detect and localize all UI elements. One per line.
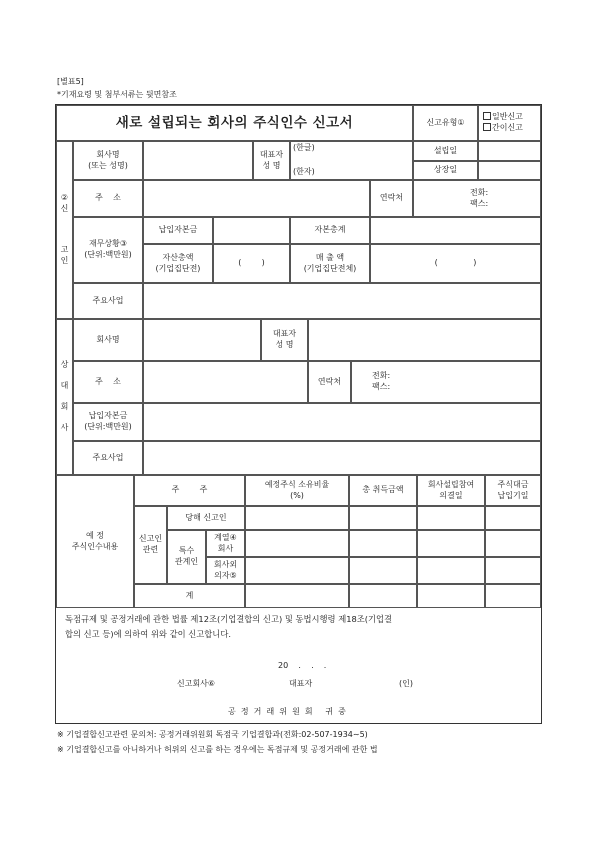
total-capital-field[interactable] xyxy=(370,217,541,244)
ratio-cell[interactable] xyxy=(245,506,349,530)
footer-inquiry-note: ※ 기업결합신고관련 문의처: 공정거래위원회 독점국 기업결합과(전화:02-507-1934∼5) xyxy=(57,730,368,739)
counterparty-company-name-field[interactable] xyxy=(143,319,261,361)
footer-warning-note: ※ 기업결합신고를 아니하거나 허위의 신고를 하는 경우에는 독점규제 및 공정거래에 관한 법 xyxy=(57,745,378,754)
reporter-rep-label: 대표자 성 명 xyxy=(253,141,290,180)
paid-capital-field[interactable] xyxy=(213,217,290,244)
reporter-rep-name-field[interactable]: (한글) (한자) xyxy=(290,141,413,180)
declaration-date[interactable]: 20 . . . xyxy=(278,661,327,670)
counterparty-main-business-label: 주요사업 xyxy=(73,441,143,475)
paid-capital-label: 납입자본금 xyxy=(143,217,213,244)
payment-date-header: 주식대금 납입기일 xyxy=(485,475,541,506)
reporter-contact-field[interactable]: 전화: 팩스: xyxy=(413,180,541,217)
revenue-label: 매 출 액 (기업집단전체) xyxy=(290,244,370,283)
simple-report-option[interactable]: 간이신고 xyxy=(483,123,523,134)
established-date-field[interactable] xyxy=(478,141,541,161)
form-title: 새로 설립되는 회사의 주식인수 신고서 xyxy=(56,105,413,141)
counterparty-address-label: 주 소 xyxy=(73,361,143,403)
checkbox-icon[interactable] xyxy=(483,112,491,120)
counterparty-section-label: 상 대 회 사 xyxy=(56,319,73,475)
ownership-ratio-header: 예정주식 소유비율 (%) xyxy=(245,475,349,506)
amount-cell[interactable] xyxy=(349,584,417,608)
reporting-company-label: 신고회사⑥ xyxy=(177,679,216,688)
report-type-options xyxy=(478,105,541,141)
revenue-field[interactable]: ( ) xyxy=(370,244,541,283)
declaration-rep-label: 대표자 xyxy=(289,679,313,688)
counterparty-paid-capital-field[interactable] xyxy=(143,403,541,441)
reporter-company-name-field[interactable] xyxy=(143,141,253,180)
decision-cell[interactable] xyxy=(417,530,485,557)
form-number: [별표5] xyxy=(57,77,84,86)
counterparty-contact-field[interactable]: 전화: 팩스: xyxy=(351,361,541,403)
reporter-company-name-label: 회사명 (또는 성명) xyxy=(73,141,143,180)
ratio-cell[interactable] xyxy=(245,530,349,557)
reporter-section-label: ② 신 고 인 xyxy=(56,141,73,319)
counterparty-rep-label: 대표자 성 명 xyxy=(261,319,308,361)
counterparty-paid-capital-label: 납입자본금 (단위:백만원) xyxy=(73,403,143,441)
payment-cell[interactable] xyxy=(485,584,541,608)
counterparty-main-business-field[interactable] xyxy=(143,441,541,475)
declaration-text-line2: 합의 신고 등)에 의하여 위와 같이 신고합니다. xyxy=(65,629,231,639)
reporter-related-label: 신고인 관련 xyxy=(134,506,167,584)
reporter-main-business-field[interactable] xyxy=(143,283,541,319)
general-report-option[interactable]: 일반신고 xyxy=(483,112,523,123)
decision-cell[interactable] xyxy=(417,506,485,530)
total-assets-field[interactable]: ( ) xyxy=(213,244,290,283)
special-relation-label: 특수 관계인 xyxy=(167,530,206,584)
total-label: 계 xyxy=(134,584,245,608)
decision-cell[interactable] xyxy=(417,584,485,608)
planned-acquisition-label: 예 정 주식인수내용 xyxy=(56,475,134,608)
amount-cell[interactable] xyxy=(349,530,417,557)
report-type-label: 신고유형① xyxy=(413,105,478,141)
non-affiliate-label: 회사외 의자⑤ xyxy=(206,557,245,584)
total-assets-label: 자산총액 (기업집단전) xyxy=(143,244,213,283)
ratio-cell[interactable] xyxy=(245,584,349,608)
counterparty-rep-field[interactable] xyxy=(308,319,541,361)
reporter-main-business-label: 주요사업 xyxy=(73,283,143,319)
total-capital-label: 자본총계 xyxy=(290,217,370,244)
ratio-cell[interactable] xyxy=(245,557,349,584)
counterparty-company-name-label: 회사명 xyxy=(73,319,143,361)
payment-cell[interactable] xyxy=(485,530,541,557)
amount-cell[interactable] xyxy=(349,557,417,584)
shareholder-header: 주 주 xyxy=(134,475,245,506)
reporter-address-label: 주 소 xyxy=(73,180,143,217)
affiliate-label: 계열④ 회사 xyxy=(206,530,245,557)
total-acquisition-header: 총 취득금액 xyxy=(349,475,417,506)
seal-mark: (인) xyxy=(399,679,413,688)
checkbox-icon[interactable] xyxy=(483,123,491,131)
payment-cell[interactable] xyxy=(485,506,541,530)
form-note: *기재요령 및 첨부서류는 뒷면참조 xyxy=(57,90,177,99)
counterparty-address-field[interactable] xyxy=(143,361,308,403)
counterparty-contact-label: 연락처 xyxy=(308,361,351,403)
decision-date-header: 회사설립참여 의결일 xyxy=(417,475,485,506)
listed-date-field[interactable] xyxy=(478,161,541,180)
amount-cell[interactable] xyxy=(349,506,417,530)
declaration-text-line1: 독점규제 및 공정거래에 관한 법률 제12조(기업결합의 신고) 및 동법시행령 제18조(기업결 xyxy=(65,614,393,624)
established-date-label: 설립일 xyxy=(413,141,478,161)
reporter-contact-label: 연락처 xyxy=(370,180,413,217)
finance-label: 재무상황③ (단위:백만원) xyxy=(73,217,143,283)
decision-cell[interactable] xyxy=(417,557,485,584)
reporter-address-field[interactable] xyxy=(143,180,370,217)
payment-cell[interactable] xyxy=(485,557,541,584)
reporter-self-label: 당해 신고인 xyxy=(167,506,245,530)
recipient-label: 공 정 거 래 위 원 회 귀 중 xyxy=(228,707,346,716)
listed-date-label: 상장일 xyxy=(413,161,478,180)
